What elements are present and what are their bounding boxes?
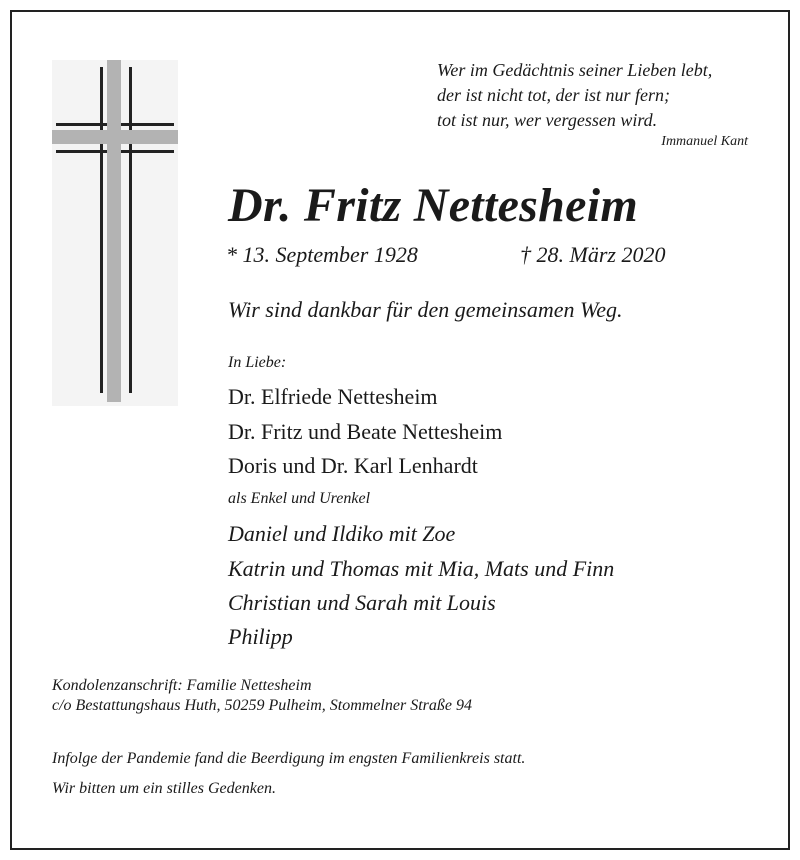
quote-line: Wer im Gedächtnis seiner Lieben lebt, xyxy=(437,60,713,80)
condolence-address: Kondolenzanschrift: Familie Nettesheim xyxy=(52,677,312,694)
mourner-name: Dr. Elfriede Nettesheim xyxy=(228,384,438,409)
quote-line: tot ist nur, wer vergessen wird. xyxy=(437,110,658,130)
birth-date: * 13. September 1928 xyxy=(226,242,418,267)
quote-author: Immanuel Kant xyxy=(661,134,748,149)
mourner-name: Doris und Dr. Karl Lenhardt xyxy=(228,453,478,478)
cross-stroke-right xyxy=(129,67,132,393)
grandchildren-label: als Enkel und Urenkel xyxy=(228,490,371,507)
cross-vertical xyxy=(107,60,121,402)
deceased-name: Dr. Fritz Nettesheim xyxy=(228,179,639,232)
grandchild-family: Philipp xyxy=(228,624,293,649)
quiet-remembrance-request: Wir bitten um ein stilles Gedenken. xyxy=(52,780,276,797)
gratitude-line: Wir sind dankbar für den gemeinsamen Weg. xyxy=(228,297,623,322)
condolence-address-line2: c/o Bestattungshaus Huth, 50259 Pulheim, Stommelner Straße 94 xyxy=(52,697,472,714)
quote-line: der ist nicht tot, der ist nur fern; xyxy=(437,85,670,105)
mourners-intro: In Liebe: xyxy=(228,354,287,371)
cross-stroke-left xyxy=(100,67,103,393)
grandchild-family: Daniel und Ildiko mit Zoe xyxy=(228,521,456,546)
pandemic-notice: Infolge der Pandemie fand die Beerdigung im engsten Familienkreis statt. xyxy=(52,750,526,767)
cross-horizontal xyxy=(52,130,178,144)
quote xyxy=(437,58,712,133)
cross-icon xyxy=(52,60,178,406)
grandchild-family: Katrin und Thomas mit Mia, Mats und Finn xyxy=(228,556,615,581)
grandchild-family: Christian und Sarah mit Louis xyxy=(228,590,496,615)
death-date: † 28. März 2020 xyxy=(520,242,666,267)
mourner-name: Dr. Fritz und Beate Nettesheim xyxy=(228,419,503,444)
